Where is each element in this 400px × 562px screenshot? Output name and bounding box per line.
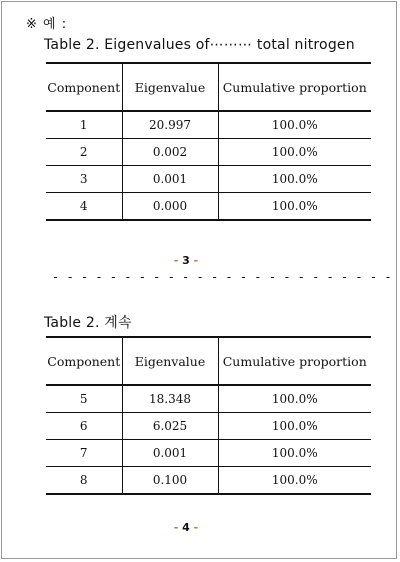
column-header-cumulative-proportion: Cumulative proportion <box>218 63 371 111</box>
table-row <box>46 467 371 495</box>
table-row <box>46 385 371 413</box>
cumulative-proportion-cell: 100.0% <box>218 413 371 440</box>
table-row <box>46 166 371 193</box>
column-header-component: Component <box>47 79 121 95</box>
table-row <box>46 413 371 440</box>
page-number-value: 3 <box>182 254 190 267</box>
cumulative-proportion-cell: 100.0% <box>218 139 371 166</box>
column-header-eigenvalue: Eigenvalue <box>122 337 218 385</box>
column-header-eigenvalue: Eigenvalue <box>122 63 218 111</box>
eigenvalue-cell: 0.001 <box>122 440 218 467</box>
table1-title: Table 2. Eigenvalues of⋯⋯⋯ total nitrogen <box>44 37 355 53</box>
page-number-dash-left: - <box>173 254 179 267</box>
page-break-divider: - - - - - - - - - - - - - - - - - - - - - - - - <box>52 270 392 284</box>
eigenvalues-table <box>46 62 371 221</box>
cumulative-proportion-cell: 100.0% <box>218 166 371 193</box>
cumulative-proportion-cell: 100.0% <box>218 467 371 495</box>
page-number-value: 4 <box>182 521 190 534</box>
component-cell: 3 <box>79 172 88 186</box>
table-header-row <box>46 63 371 111</box>
eigenvalue-cell: 20.997 <box>122 111 218 139</box>
eigenvalue-cell: 0.001 <box>122 166 218 193</box>
table2-title: Table 2. 계속 <box>44 315 132 331</box>
eigenvalue-cell: 6.025 <box>122 413 218 440</box>
table-row <box>46 111 371 139</box>
eigenvalues-table-continued <box>46 336 371 495</box>
page-number-4 <box>0 521 372 534</box>
component-cell: 7 <box>79 446 88 460</box>
eigenvalue-cell: 0.000 <box>122 193 218 221</box>
component-cell: 2 <box>79 145 88 159</box>
page-number-dash-left: - <box>173 521 179 534</box>
column-header-component: Component <box>47 353 121 369</box>
component-cell: 5 <box>79 392 88 406</box>
component-cell: 6 <box>79 419 88 433</box>
example-note: ※ 예 : <box>26 17 68 32</box>
table-header-row <box>46 337 371 385</box>
page-number-dash-right: - <box>193 521 199 534</box>
component-cell: 8 <box>79 473 88 487</box>
eigenvalue-cell: 0.100 <box>122 467 218 495</box>
component-cell: 4 <box>79 199 88 213</box>
table-row <box>46 440 371 467</box>
page-number-dash-right: - <box>193 254 199 267</box>
table-row <box>46 193 371 221</box>
cumulative-proportion-cell: 100.0% <box>218 193 371 221</box>
column-header-cumulative-proportion: Cumulative proportion <box>218 337 371 385</box>
eigenvalue-cell: 0.002 <box>122 139 218 166</box>
table-row <box>46 139 371 166</box>
component-cell: 1 <box>79 118 88 132</box>
page-number-3 <box>0 254 372 267</box>
cumulative-proportion-cell: 100.0% <box>218 385 371 413</box>
eigenvalue-cell: 18.348 <box>122 385 218 413</box>
cumulative-proportion-cell: 100.0% <box>218 111 371 139</box>
cumulative-proportion-cell: 100.0% <box>218 440 371 467</box>
